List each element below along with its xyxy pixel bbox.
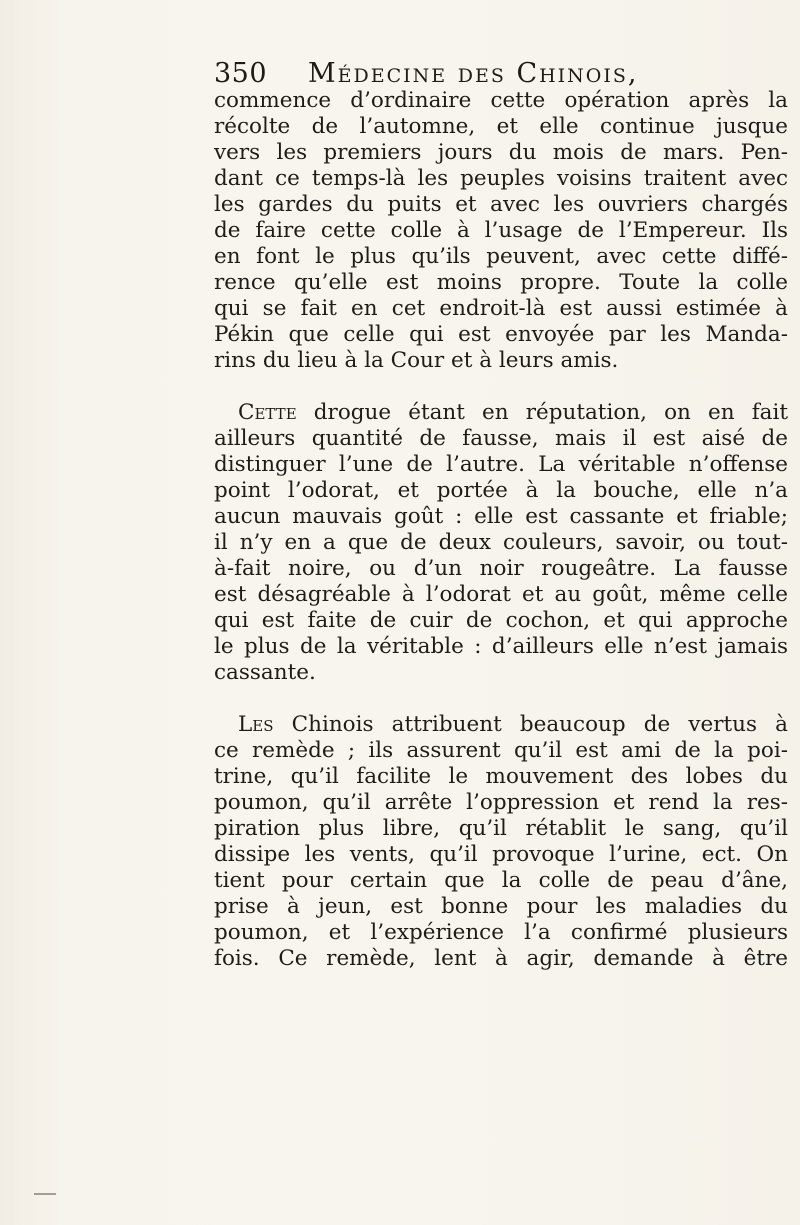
text-line: cassante. — [214, 660, 316, 685]
text-line: rence qu’elle est moins propre. Toute la colle — [214, 270, 788, 295]
text-line: trine, qu’il facilite le mouvement des lobes du — [214, 764, 788, 789]
text-line: point l’odorat, et portée à la bouche, elle n’a — [214, 478, 788, 503]
text-line: rins du lieu à la Cour et à leurs amis. — [214, 348, 619, 373]
text-line: le plus de la véritable : d’ailleurs elle n’est jamais — [214, 634, 788, 659]
text-line: récolte de l’automne, et elle continue jusque — [214, 114, 788, 139]
running-title: Médecine des Chinois, — [308, 58, 639, 89]
text-line: aucun mauvais goût : elle est cassante et friable; — [214, 504, 788, 529]
text-line: ce remède ; ils assurent qu’il est ami de la poi- — [214, 738, 788, 763]
text-line: il n’y en a que de deux couleurs, savoir, ou tout- — [214, 530, 788, 555]
margin-mark — [34, 1193, 56, 1195]
text-line: Pékin que celle qui est envoyée par les Manda- — [214, 322, 788, 347]
text-line: dant ce temps-là les peuples voisins traitent avec — [214, 166, 788, 191]
text-line: ailleurs quantité de fausse, mais il est aisé de — [214, 426, 788, 451]
text-line: tient pour certain que la colle de peau d’âne, — [214, 868, 788, 893]
text-line: en font le plus qu’ils peuvent, avec cette diffé- — [214, 244, 788, 269]
text-line: Chinois attribuent beaucoup de vertus à — [273, 712, 788, 737]
text-line: poumon, et l’expérience l’a confirmé plusieurs — [214, 920, 788, 945]
page-number: 350 — [214, 58, 268, 89]
text-line: dissipe les vents, qu’il provoque l’urine, ect. On — [214, 842, 788, 867]
text-line: est désagréable à l’odorat et au goût, même celle — [214, 582, 788, 607]
text-line: commence d’ordinaire cette opération après la — [214, 88, 788, 113]
text-line: les gardes du puits et avec les ouvriers chargés — [214, 192, 788, 217]
text-line: qui se fait en cet endroit-là est aussi estimée à — [214, 296, 788, 321]
text-line: drogue étant en réputation, on en fait — [296, 400, 788, 425]
paragraph-lead: Cette — [238, 400, 297, 425]
paragraph-lead: Les — [238, 712, 274, 737]
text-line: distinguer l’une de l’autre. La véritable n’offense — [214, 452, 788, 477]
text-line: piration plus libre, qu’il rétablit le sang, qu’il — [214, 816, 788, 841]
text-line: prise à jeun, est bonne pour les maladies du — [214, 894, 788, 919]
text-line: vers les premiers jours du mois de mars. Pen- — [214, 140, 788, 165]
text-line: de faire cette colle à l’usage de l’Empereur. Ils — [214, 218, 788, 243]
text-line: poumon, qu’il arrête l’oppression et rend la res- — [214, 790, 788, 815]
text-line: fois. Ce remède, lent à agir, demande à être — [214, 946, 788, 971]
text-line: à-fait noire, ou d’un noir rougeâtre. La fausse — [214, 556, 788, 581]
text-line: qui est faite de cuir de cochon, et qui approche — [214, 608, 788, 633]
